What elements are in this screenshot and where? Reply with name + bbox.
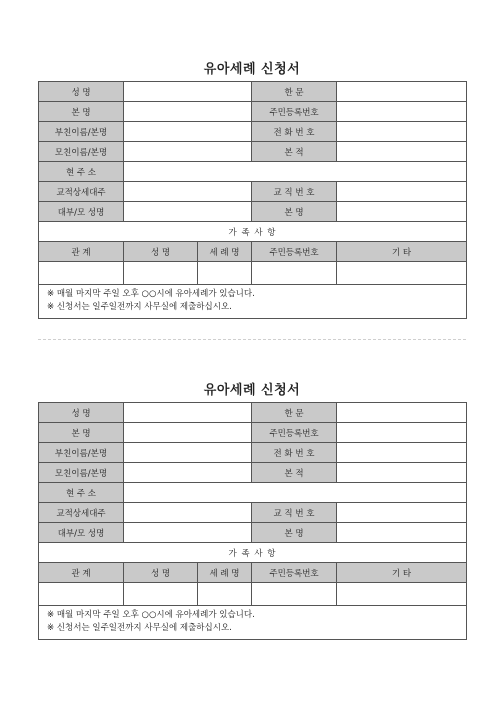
parish-no-field[interactable] (337, 182, 467, 202)
hanmun-label: 한 문 (252, 403, 337, 423)
notes-box (39, 606, 467, 640)
bonmyeong-label: 본 명 (39, 423, 124, 443)
address-label: 현 주 소 (39, 483, 124, 503)
family-header-resident-no: 주민등록번호 (252, 563, 337, 583)
parish-no-field[interactable] (337, 503, 467, 523)
godparent-bonmyeong-field[interactable] (337, 523, 467, 543)
address-field[interactable] (124, 483, 467, 503)
hanmun-field[interactable] (337, 403, 467, 423)
phone-field[interactable] (337, 443, 467, 463)
mother-name-field[interactable] (124, 463, 252, 483)
father-name-field[interactable] (124, 122, 252, 142)
family-other-field[interactable] (337, 262, 467, 285)
family-resident-no-field[interactable] (252, 262, 337, 285)
resident-no-label: 주민등록번호 (252, 423, 337, 443)
parish-no-label: 교 직 번 호 (252, 182, 337, 202)
godparent-field[interactable] (124, 202, 252, 222)
household-head-label: 교적상세대주 (39, 503, 124, 523)
family-name-field[interactable] (124, 583, 198, 606)
note-line: ※ 신청서는 일주일전까지 사무실에 제출하십시오. (47, 302, 232, 312)
name-field[interactable] (124, 82, 252, 102)
household-head-label: 교적상세대주 (39, 182, 124, 202)
godparent-field[interactable] (124, 523, 252, 543)
family-relation-field[interactable] (39, 262, 124, 285)
family-header-relation: 관 계 (39, 563, 124, 583)
godparent-bonmyeong-label: 본 명 (252, 202, 337, 222)
page-divider (38, 339, 466, 340)
family-other-field[interactable] (337, 583, 467, 606)
address-label: 현 주 소 (39, 162, 124, 182)
family-header-other: 기 타 (337, 563, 467, 583)
family-header-baptismal-name: 세 례 명 (198, 563, 252, 583)
note-line: ※ 신청서는 일주일전까지 사무실에 제출하십시오. (47, 623, 232, 633)
form-title: 유아세례 신청서 (203, 383, 301, 398)
family-header-other: 기 타 (337, 242, 467, 262)
application-form-2 (38, 380, 466, 640)
bonmyeong-label: 본 명 (39, 102, 124, 122)
father-name-label: 부친이름/본명 (39, 443, 124, 463)
form-title: 유아세례 신청서 (203, 62, 301, 77)
origin-label: 본 적 (252, 463, 337, 483)
phone-field[interactable] (337, 122, 467, 142)
phone-label: 전 화 번 호 (252, 443, 337, 463)
household-head-field[interactable] (124, 503, 252, 523)
mother-name-field[interactable] (124, 142, 252, 162)
family-header-resident-no: 주민등록번호 (252, 242, 337, 262)
family-header-relation: 관 계 (39, 242, 124, 262)
notes-box (39, 285, 467, 319)
note-line: ※ 매월 마지막 주일 오후 ○○시에 유아세례가 있습니다. (47, 289, 255, 299)
father-name-label: 부친이름/본명 (39, 122, 124, 142)
resident-no-label: 주민등록번호 (252, 102, 337, 122)
mother-name-label: 모친이름/본명 (39, 142, 124, 162)
bonmyeong-field[interactable] (124, 102, 252, 122)
godparent-bonmyeong-label: 본 명 (252, 523, 337, 543)
family-section-heading: 가 족 사 항 (39, 543, 467, 563)
name-label: 성 명 (39, 82, 124, 102)
godparent-bonmyeong-field[interactable] (337, 202, 467, 222)
phone-label: 전 화 번 호 (252, 122, 337, 142)
bonmyeong-field[interactable] (124, 423, 252, 443)
family-baptismal-name-field[interactable] (198, 262, 252, 285)
application-table (38, 402, 467, 640)
origin-field[interactable] (337, 142, 467, 162)
resident-no-field[interactable] (337, 423, 467, 443)
family-header-name: 성 명 (124, 242, 198, 262)
address-field[interactable] (124, 162, 467, 182)
household-head-field[interactable] (124, 182, 252, 202)
hanmun-label: 한 문 (252, 82, 337, 102)
family-name-field[interactable] (124, 262, 198, 285)
family-relation-field[interactable] (39, 583, 124, 606)
family-section-heading: 가 족 사 항 (39, 222, 467, 242)
family-resident-no-field[interactable] (252, 583, 337, 606)
application-table (38, 81, 467, 319)
family-baptismal-name-field[interactable] (198, 583, 252, 606)
application-form-1 (38, 59, 466, 319)
family-header-baptismal-name: 세 례 명 (198, 242, 252, 262)
parish-no-label: 교 직 번 호 (252, 503, 337, 523)
father-name-field[interactable] (124, 443, 252, 463)
origin-field[interactable] (337, 463, 467, 483)
godparent-label: 대부/모 성명 (39, 523, 124, 543)
resident-no-field[interactable] (337, 102, 467, 122)
godparent-label: 대부/모 성명 (39, 202, 124, 222)
origin-label: 본 적 (252, 142, 337, 162)
hanmun-field[interactable] (337, 82, 467, 102)
family-header-name: 성 명 (124, 563, 198, 583)
name-field[interactable] (124, 403, 252, 423)
mother-name-label: 모친이름/본명 (39, 463, 124, 483)
name-label: 성 명 (39, 403, 124, 423)
note-line: ※ 매월 마지막 주일 오후 ○○시에 유아세례가 있습니다. (47, 610, 255, 620)
